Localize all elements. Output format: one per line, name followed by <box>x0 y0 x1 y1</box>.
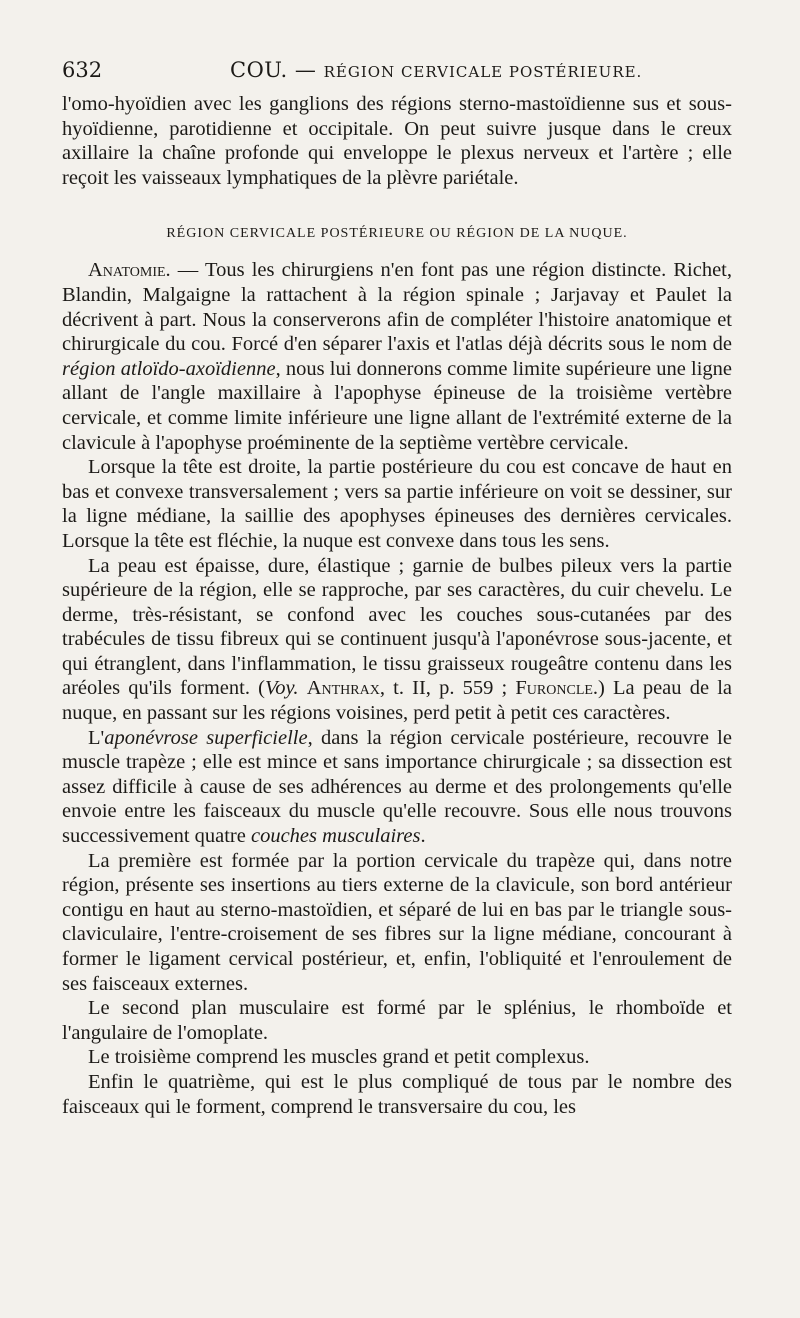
p1-text-b: , nous lui donnerons comme limite supérieure une ligne allant de l'angle maxillaire à l'apophyse épineuse de la troisième vertèbre cervicale, et comme limite inférieure une ligne allant de l'extrémité externe de la clavicule à l'apophyse proéminente de la septième vertèbre cervicale. <box>62 357 733 454</box>
paragraph-4 <box>62 726 732 849</box>
continuation-paragraph: l'omo-hyoïdien avec les ganglions des régions sterno-mastoïdienne sus et sous-hyoïdienne, parotidienne et occipitale. On peut suivre jusque dans le creux axillaire la chaîne profonde qui enveloppe le plexus nerveux et l'artère ; elle reçoit les vaisseaux lymphatiques de la plèvre pariétale. <box>62 93 732 189</box>
p4-text-a: L' <box>88 726 105 749</box>
paragraph-2: Lorsque la tête est droite, la partie postérieure du cou est concave de haut en bas et convexe transversalement ; vers sa partie inférieure on voit se dessiner, sur la ligne médiane, la saillie des apophyses épineuses des dernières cervicales. Lorsque la tête est fléchie, la nuque est convexe dans tous les sens. <box>62 456 732 552</box>
paragraph-6: Le second plan musculaire est formé par le splénius, le rhomboïde et l'angulaire de l'omoplate. <box>62 997 732 1044</box>
running-head-sub: RÉGION CERVICALE POSTÉRIEURE. <box>323 63 643 81</box>
running-head-dash: — <box>294 58 317 82</box>
paragraph-3 <box>62 554 732 726</box>
paragraph-5: La première est formée par la portion cervicale du trapèze qui, dans notre région, présente ses insertions au tiers externe de la clavicule, son bord antérieur contigu en haut au sterno-mastoïdien, et séparé de lui en bas par le triangle sous-claviculaire, l'entre-croisement de ses fibres sur la ligne médiane, concourant à former le ligament cervical postérieur, et, enfin, l'obliquité et l'enroulement de ses faisceaux externes. <box>62 849 732 995</box>
p4-emphasis-2: couches musculaires <box>250 825 421 848</box>
p4-text-b: , dans la région cervicale postérieure, recouvre le muscle trapèze ; elle est mince et sans importance chirurgicale ; sa dissection est assez difficile à cause de ses adhérences au derme et des prolongements qu'elle envoie entre les faisceaux du muscle qu'elle recouvre. Sous elle nous trouvons successivement quatre <box>62 726 732 848</box>
section-title: RÉGION CERVICALE POSTÉRIEURE OU RÉGION DE LA NUQUE. <box>166 226 628 242</box>
p3-voy: Voy. <box>264 677 299 700</box>
running-head <box>230 58 642 82</box>
running-head-main: COU. <box>230 58 288 82</box>
paragraph-7: Le troisième comprend les muscles grand et petit complexus. <box>88 1046 590 1069</box>
p3-text-b: , t. II, p. 559 ; <box>379 677 516 700</box>
lead-word: Anatomie. <box>88 259 171 282</box>
p3-space <box>299 677 307 699</box>
page-number: 632 <box>62 58 103 82</box>
p3-text-c: .) La peau de la nuque, en passant sur les régions voisines, perd petit à petit ces caractères. <box>62 677 732 725</box>
paragraph-anatomie <box>62 258 732 455</box>
paragraph-8: Enfin le quatrième, qui est le plus compliqué de tous par le nombre des faisceaux qui le forment, comprend le transversaire du cou, les <box>62 1070 732 1118</box>
p4-text-c: . <box>420 825 426 848</box>
p1-emphasis: région atloïdo-axoïdienne <box>62 357 276 380</box>
p1-text-a: — Tous les chirurgiens n'en font pas une région distincte. Richet, Blandin, Malgaigne la rattachent à la région spinale ; Jarjavay et Paulet la décrivent à part. Nous la conserverons afin de compléter l'histoire anatomique et chirurgicale du cou. Forcé d'en séparer l'axis et l'atlas déjà décrits sous le nom de <box>62 259 732 356</box>
running-header <box>62 58 730 88</box>
p3-text-a: La peau est épaisse, dure, élastique ; garnie de bulbes pileux vers la partie supérieure de la région, elle se rapproche, par ses caractères, du cuir chevelu. Le derme, très-résistant, se confond avec les couches sous-cutanées par des trabécules de tissu fibreux qui se continuent jusqu'à l'aponévrose sous-jacente, et qui étranglent, dans l'inflammation, le tissu graisseux rougeâtre contenu dans les aréoles qu'ils forment. ( <box>62 554 732 700</box>
p3-ref-furoncle: Furoncle <box>515 677 593 700</box>
p3-ref-anthrax: Anthrax <box>306 677 380 700</box>
page-body <box>62 92 732 1119</box>
p4-emphasis-1: aponévrose superficielle <box>104 726 308 749</box>
